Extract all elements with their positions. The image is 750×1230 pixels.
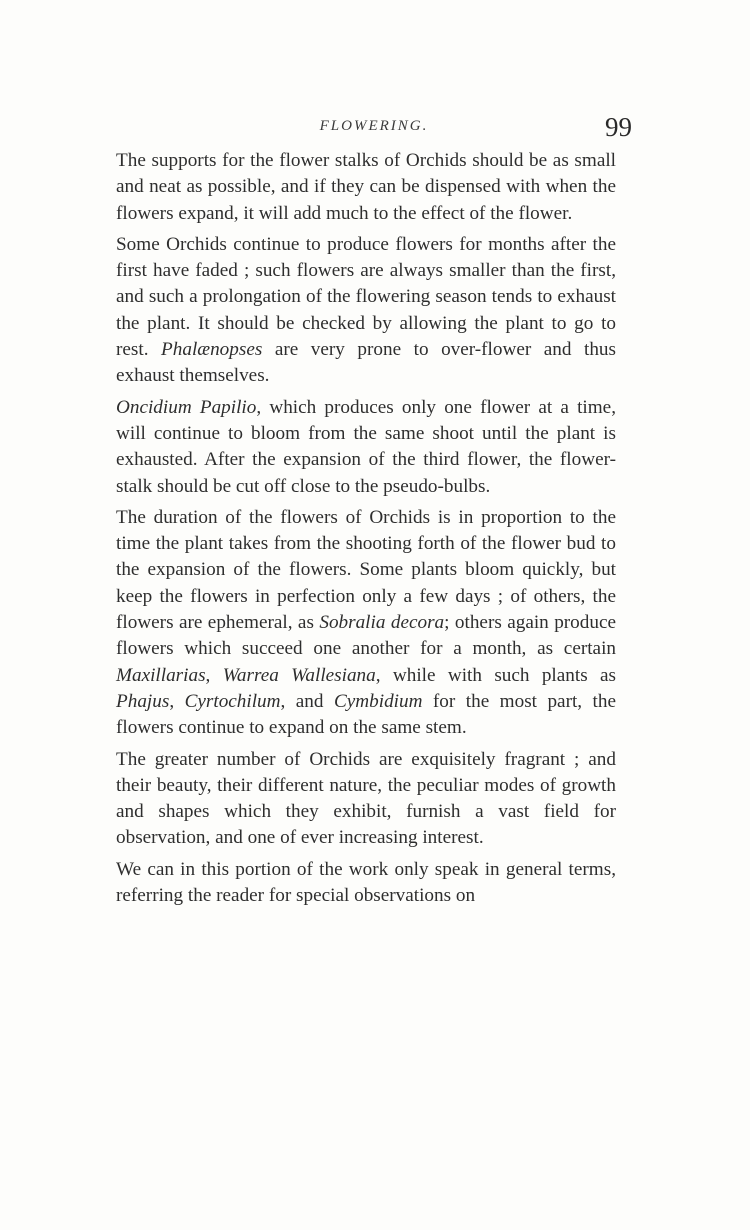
text-segment: for the most part, the flowers continue to expand on the same stem. bbox=[116, 690, 616, 739]
paragraph bbox=[116, 395, 616, 500]
text-segment: The supports for the flower stalks of Orchids should be as small and neat as possible, and if they can be dispensed with when the flowers expand, it will add much to the effect of the flower. bbox=[116, 150, 616, 224]
italic-term: Oncidium Papilio bbox=[116, 396, 257, 418]
text-segment: We can in this portion of the work only speak in general terms, referring the reader for special observations on bbox=[116, 858, 616, 907]
italic-term: Phajus bbox=[116, 690, 170, 712]
paragraph bbox=[116, 747, 616, 852]
text-segment: , bbox=[205, 664, 223, 686]
chapter-title: FLOWERING. bbox=[319, 118, 429, 134]
text-segment: ; others again produce flowers which succeed one another for a month, as certain bbox=[116, 612, 616, 660]
text-segment: The duration of the flowers of Orchids is in proportion to the time the plant takes from the shooting forth of the flower bud to the expansion of the flowers. Some plants bloom quickly, but keep the flowers in perfection only a few days ; of others, the flowers are ephemeral, as bbox=[116, 506, 616, 634]
text-segment: are very prone to over-flower and thus exhaust themselves. bbox=[116, 339, 616, 387]
paragraph bbox=[116, 857, 616, 910]
paragraph bbox=[116, 232, 616, 390]
italic-term: Cyrtochilum bbox=[184, 690, 281, 712]
paragraph bbox=[116, 148, 616, 227]
italic-term: Phalænopses bbox=[161, 339, 263, 361]
italic-term: Warrea Wallesiana bbox=[222, 664, 376, 686]
text-segment: , bbox=[169, 690, 185, 712]
text-segment: , and bbox=[280, 690, 334, 712]
text-segment: , while with such plants as bbox=[375, 664, 616, 686]
text-segment: The greater number of Orchids are exquisitely fragrant ; and their beauty, their different nature, the peculiar modes of growth and shapes which they exhibit, furnish a vast field for observation, and one of ever increasing interest. bbox=[116, 748, 616, 849]
italic-term: Cymbidium bbox=[333, 690, 423, 712]
italic-term: Sobralia decora bbox=[319, 612, 445, 634]
body-text bbox=[116, 148, 616, 909]
italic-term: Maxillarias bbox=[116, 664, 206, 686]
text-segment: , which produces only one flower at a time, will continue to bloom from the same shoot until the plant is exhausted. After the expansion of the third flower, the flower-stalk should be cut off close to the pseudo-bulbs. bbox=[116, 396, 616, 497]
paragraph bbox=[116, 505, 616, 742]
running-head bbox=[116, 112, 632, 148]
text-segment: Some Orchids continue to produce flowers for months after the first have faded ; such flowers are always smaller than the first, and such a prolongation of the flowering season tends to exhaust the plant. It should be checked by allowing the plant to go to rest. bbox=[116, 233, 616, 361]
page-number: 99 bbox=[605, 112, 632, 142]
